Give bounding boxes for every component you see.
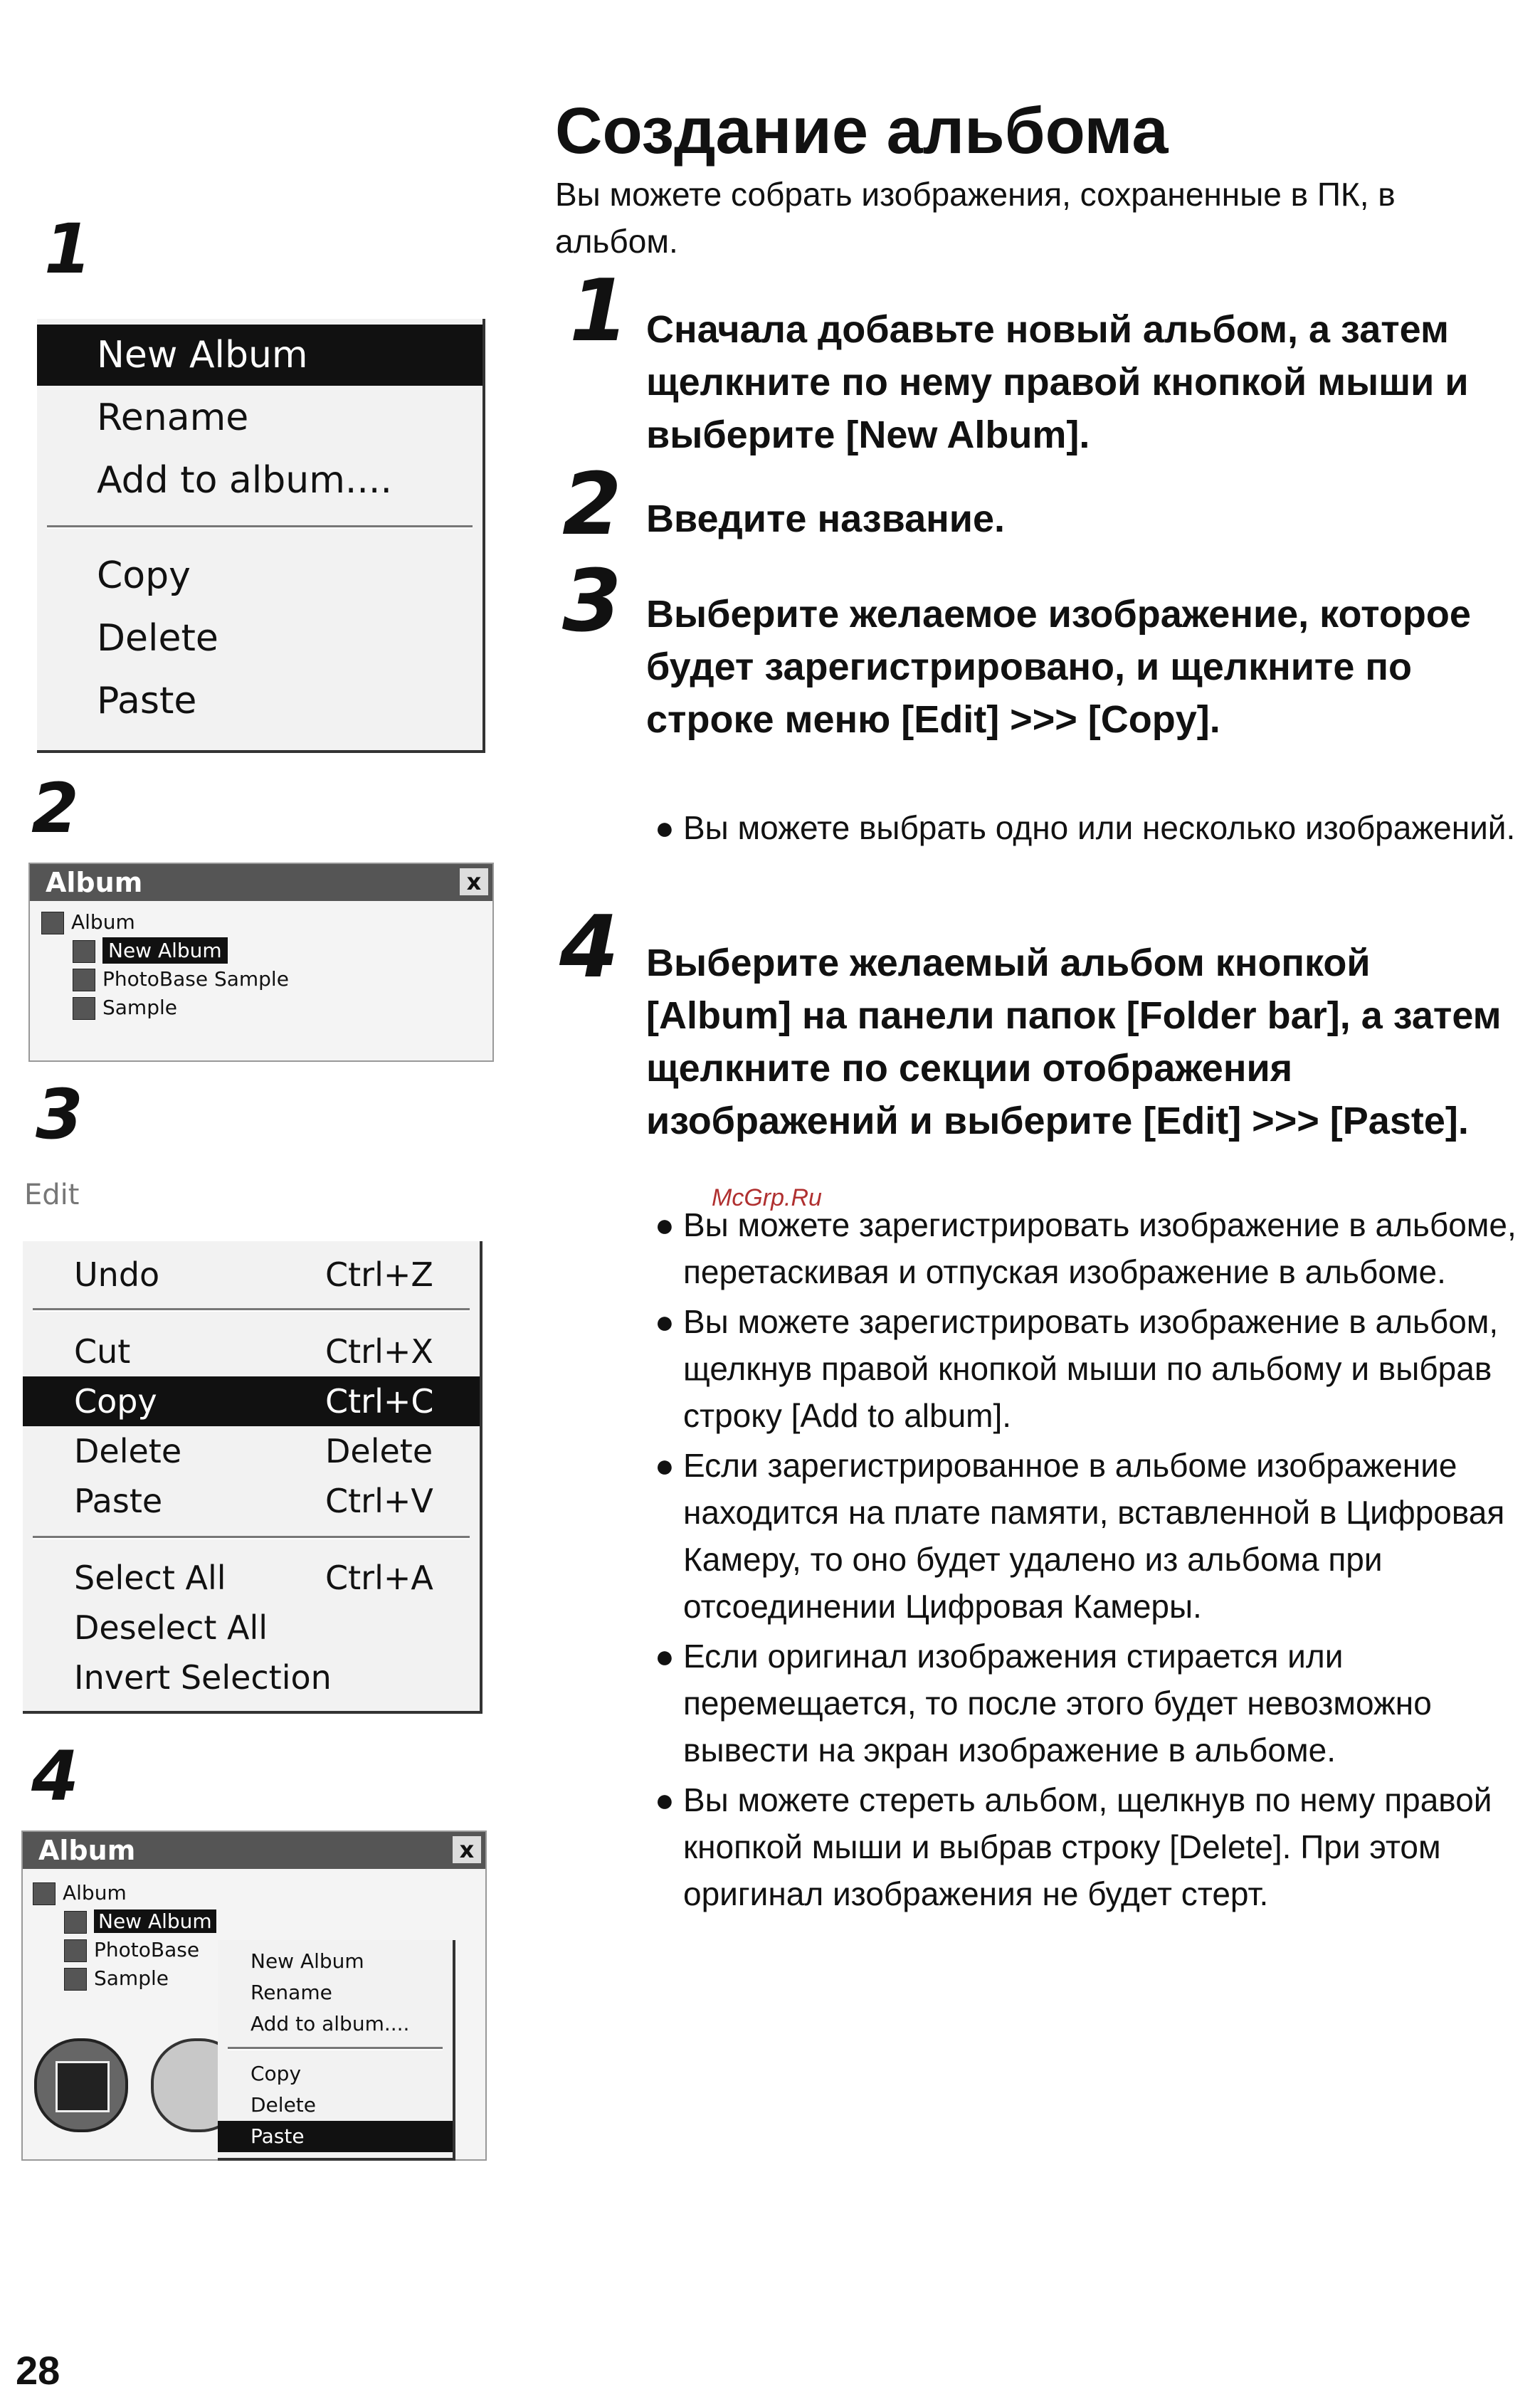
edit-menu-fig3 <box>23 1241 482 1714</box>
menu-item-new-album[interactable]: New Album <box>37 325 482 386</box>
tree-item-photobase[interactable]: PhotoBase <box>33 1936 216 1964</box>
step-3-text: Выберите желаемое изображение, которое будет зарегистрировано, и щелкните по строке меню [Edit] >>> [Copy]. <box>646 593 1471 741</box>
list-item: ● Вы можете зарегистрировать изображение в альбоме, перетаскивая и отпуская изображение в альбоме. <box>655 1206 1517 1290</box>
step-3-notes <box>655 804 1523 854</box>
step-number-4: 4 <box>559 898 619 997</box>
intro-text: Вы можете собрать изображения, сохраненные в ПК, в альбом. <box>555 176 1396 260</box>
menu-item-invert-selection[interactable]: Invert Selection <box>74 1658 332 1697</box>
context-menu-fig1 <box>37 319 485 753</box>
album-icon <box>73 997 95 1020</box>
menu-item-paste[interactable]: Paste Ctrl+V <box>74 1482 433 1520</box>
figure-label-1: 1 <box>44 209 92 289</box>
menu-item-copy[interactable]: Copy <box>97 554 191 597</box>
tree-item-sample[interactable]: Sample <box>33 1964 216 1993</box>
tree-item-album[interactable]: Album <box>41 908 289 937</box>
step-4-text: Выберите желаемый альбом кнопкой [Album] на панели папок [Folder bar], а затем щелкните по секции отображения изображений и выберите [Edit] >>> [Paste]. <box>646 942 1502 1142</box>
menu-item-undo[interactable]: Undo Ctrl+Z <box>74 1255 433 1294</box>
page-title: Создание альбома <box>555 95 1169 167</box>
figure-label-2: 2 <box>31 769 79 848</box>
folder-tree <box>33 1879 216 1993</box>
album-window-fig2 <box>28 863 494 1062</box>
menu-item-copy[interactable]: Copy <box>250 2062 302 2085</box>
album-icon <box>64 1968 87 1991</box>
list-item: ● Вы можете выбрать одно или несколько изображений. <box>655 809 1516 846</box>
album-icon <box>33 1882 56 1905</box>
album-icon <box>73 940 95 963</box>
list-item: ● Если зарегистрированное в альбоме изображение находится на плате памяти, вставленной в Цифровая Камеру, то оно будет удалено из альбома при отсоединении Цифровая Камеры. <box>655 1447 1505 1625</box>
album-icon <box>73 969 95 991</box>
watermark: McGrp.Ru <box>712 1184 822 1211</box>
tree-item-photobase-sample[interactable]: PhotoBase Sample <box>41 965 289 994</box>
tree-item-album[interactable]: Album <box>33 1879 216 1907</box>
menu-item-delete[interactable]: Delete <box>97 617 218 660</box>
step-1-text: Сначала добавьте новый альбом, а затем щелкните по нему правой кнопкой мыши и выберите [New Album]. <box>646 308 1469 456</box>
figure-label-3: 3 <box>36 1075 83 1154</box>
window-title: Album <box>23 1832 485 1869</box>
menu-item-new-album[interactable]: New Album <box>250 1949 364 1973</box>
menu-item-paste[interactable]: Paste <box>97 680 197 722</box>
tree-item-sample[interactable]: Sample <box>41 994 289 1022</box>
menu-item-add-to-album[interactable]: Add to album.... <box>97 459 392 502</box>
list-item: ● Вы можете стереть альбом, щелкнув по нему правой кнопкой мыши и выбрав строку [Delete]. При этом оригинал изображения не будет стерт. <box>655 1781 1492 1912</box>
menu-separator <box>228 2047 443 2050</box>
tree-item-new-album[interactable] <box>41 937 289 965</box>
step-2-text: Введите название. <box>646 497 1005 540</box>
page-number: 28 <box>16 2348 60 2393</box>
menu-separator <box>33 1308 470 1312</box>
close-icon[interactable]: x <box>460 868 488 895</box>
menu-item-cut[interactable]: Cut Ctrl+X <box>74 1332 433 1371</box>
close-icon[interactable]: x <box>453 1836 481 1863</box>
menu-item-add-to-album[interactable]: Add to album.... <box>250 2012 410 2035</box>
list-item: ● Вы можете зарегистрировать изображение в альбом, щелкнув правой кнопкой мыши по альбому и выбрав строку [Add to album]. <box>655 1303 1499 1434</box>
menu-item-rename[interactable]: Rename <box>97 396 249 439</box>
menu-item-paste[interactable]: Paste <box>218 2121 453 2152</box>
figure-label-4: 4 <box>31 1737 79 1816</box>
menu-separator <box>33 1536 470 1539</box>
menu-item-rename[interactable]: Rename <box>250 1981 332 2004</box>
album-icon <box>64 1911 87 1934</box>
tree-item-new-album[interactable]: New Album <box>33 1907 216 1936</box>
menu-item-deselect-all[interactable]: Deselect All <box>74 1608 268 1647</box>
step-number-3: 3 <box>562 552 622 651</box>
menu-item-delete[interactable]: Delete Delete <box>74 1432 433 1470</box>
menu-item-delete[interactable]: Delete <box>250 2093 316 2117</box>
window-title: Album <box>30 864 492 901</box>
image-thumbnail-icon <box>34 2038 128 2132</box>
album-icon <box>64 1939 87 1962</box>
list-item: ● Если оригинал изображения стирается или перемещается, то после этого будет невозможно вывести на экран изображение в альбоме. <box>655 1638 1432 1769</box>
context-menu-fig4 <box>218 1940 455 2161</box>
edit-menu-header[interactable]: Edit <box>24 1179 80 1211</box>
menu-separator <box>47 525 473 529</box>
folder-tree <box>41 908 289 1022</box>
menu-item-copy[interactable]: Copy Ctrl+C <box>23 1376 480 1426</box>
step-4-notes <box>655 1201 1523 1920</box>
step-number-2: 2 <box>562 455 622 554</box>
menu-item-select-all[interactable]: Select All Ctrl+A <box>74 1559 433 1597</box>
rename-input[interactable]: New Album <box>102 937 228 964</box>
step-number-1: 1 <box>569 262 629 361</box>
album-icon <box>41 912 64 934</box>
